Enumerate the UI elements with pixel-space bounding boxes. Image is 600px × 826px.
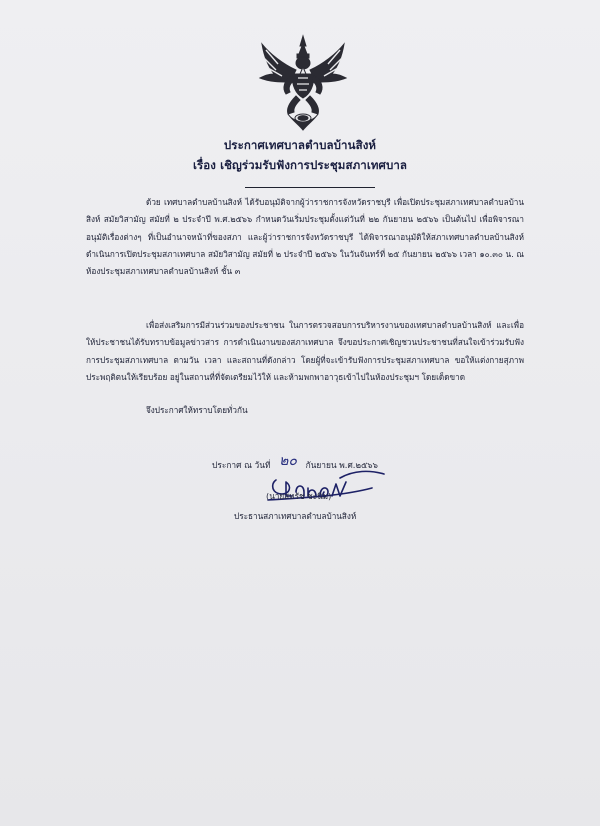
document-title: ประกาศเทศบาลตำบลบ้านสิงห์ — [223, 138, 377, 152]
closing-statement: จึงประกาศให้ทราบโดยทั่วกัน — [146, 405, 248, 415]
signer-name: (นายสหรัช ชะนิม) — [266, 491, 332, 501]
document-subject: เรื่อง เชิญร่วมรับฟังการประชุมสภาเทศบาล — [192, 158, 408, 172]
body-paragraph-1: ด้วย เทศบาลตำบลบ้านสิงห์ ได้รับอนุมัติจากผู้ว่าราชการจังหวัดราชบุรี เพื่อเปิดประชุมสภาเทศบาลตำบลบ้านสิงห์ สมัยวิสามัญ สมัยที่ ๒ ประจำปี พ.ศ.๒๕๖๖ กำหนดวันเริ่มประชุมตั้งแต่วันที่ ๒๒ กันยายน ๒๕๖๖ เป็นต้นไป เพื่อพิจารณาอนุมัติเรื่องต่างๆ ที่เป็นอำนาจหน้าที่ของสภา และผู้ว่าราชการจังหวัดราชบุรี ได้พิจารณาอนุมัติให้สภาเทศบาลตำบลบ้านสิงห์ ดำเนินการเปิดประชุมสภาเทศบาล สมัยวิสามัญ สมัยที่ ๒ ประจำปี ๒๕๖๖ ในวันจันทร์ที่ ๒๕ กันยายน ๒๕๖๖ เวลา ๑๐.๓๐ น. ณ ห้องประชุมสภาเทศบาลตำบลบ้านสิงห์ ชั้น ๓ — [86, 197, 524, 277]
signature-icon — [262, 466, 392, 510]
body-paragraph-2: เพื่อส่งเสริมการมีส่วนร่วมของประชาชน ในการตรวจสอบการบริหารงานของเทศบาลตำบลบ้านสิงห์ และเพื่อให้ประชาชนได้รับทราบข้อมูลข่าวสาร การดำเนินงานของสภาเทศบาล จึงขอประกาศเชิญชวนประชาชนที่สนใจเข้าร่วมรับฟังการประชุมสภาเทศบาล ตามวัน เวลา และสถานที่ดังกล่าว โดยผู้ที่จะเข้ารับฟังการประชุมสภาเทศบาล ขอให้แต่งกายสุภาพ ประพฤติตนให้เรียบร้อย อยู่ในสถานที่ที่จัดเตรียมไว้ให้ และห้ามพกพาอาวุธเข้าไปในห้องประชุมฯ โดยเด็ดขาด — [86, 320, 524, 382]
date-suffix: กันยายน พ.ศ.๒๕๖๖ — [305, 460, 378, 470]
signer-role: ประธานสภาเทศบาลตำบลบ้านสิงห์ — [234, 511, 357, 521]
garuda-emblem-icon — [258, 34, 348, 132]
date-day-handwritten: ๒๐ — [279, 453, 297, 469]
title-divider — [245, 187, 375, 188]
date-prefix: ประกาศ ณ วันที่ — [212, 460, 271, 470]
